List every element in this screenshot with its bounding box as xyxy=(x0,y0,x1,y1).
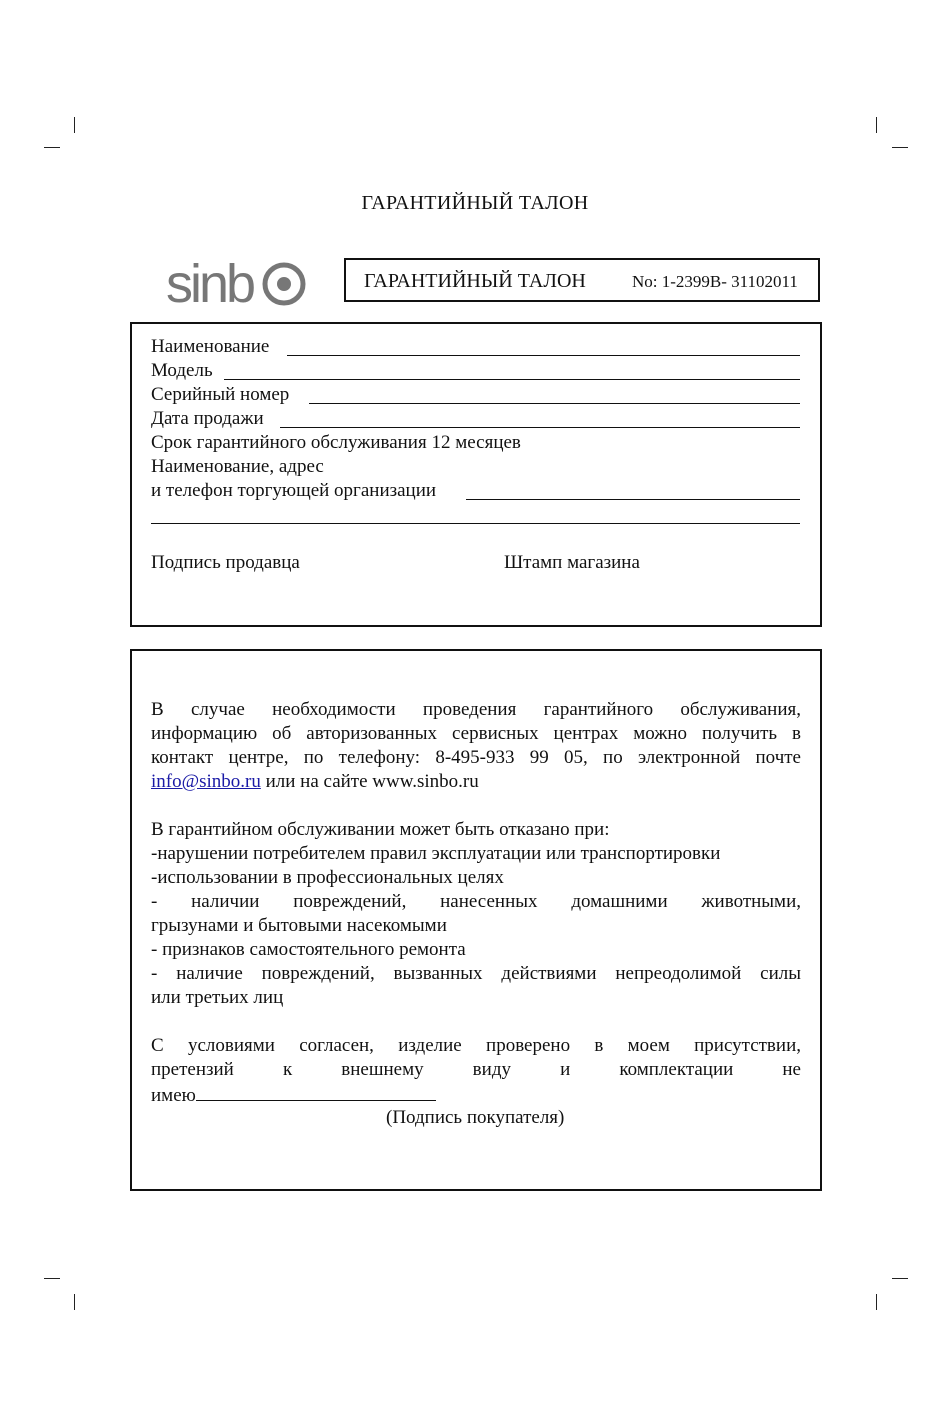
refusal-item: грызунами и бытовыми насекомыми xyxy=(151,915,447,936)
store-field-line[interactable] xyxy=(466,499,800,500)
sale-date-field-line[interactable] xyxy=(280,427,800,428)
name-field-line[interactable] xyxy=(287,355,800,356)
header-title: ГАРАНТИЙНЫЙ ТАЛОН xyxy=(364,270,586,292)
warranty-period: Срок гарантийного обслуживания 12 месяцев xyxy=(151,432,521,453)
serial-field-line[interactable] xyxy=(309,403,800,404)
store-label-cont: и телефон торгующей организации xyxy=(151,480,437,501)
agreement-line: претензий к внешнему виду и комплектации не xyxy=(151,1059,801,1080)
svg-text:sinb: sinb xyxy=(166,254,254,312)
crop-mark xyxy=(892,147,908,148)
warranty-number: No: 1-2399B- 31102011 xyxy=(632,272,798,291)
refusal-item: - наличие повреждений, вызванных действиями непреодолимой силы xyxy=(151,963,801,984)
refusal-item: или третьих лиц xyxy=(151,987,284,1008)
agreement-line: С условиями согласен, изделие проверено в моем присутствии, xyxy=(151,1035,801,1056)
store-stamp-label: Штамп магазина xyxy=(504,552,640,573)
agreement-paragraph xyxy=(151,1034,801,1108)
crop-mark xyxy=(44,1278,60,1279)
refusal-paragraph xyxy=(151,818,801,1010)
crop-mark xyxy=(876,1294,877,1310)
model-label: Модель xyxy=(151,360,213,381)
crop-mark xyxy=(892,1278,908,1279)
warranty-header-box xyxy=(344,258,820,302)
refusal-item: -нарушении потребителем правил эксплуатации или транспортировки xyxy=(151,843,721,864)
serial-label: Серийный номер xyxy=(151,384,290,405)
buyer-signature-line[interactable] xyxy=(196,1082,436,1101)
contact-line: В случае необходимости проведения гарантийного обслуживания, xyxy=(151,699,801,720)
agreement-last: имею xyxy=(151,1085,196,1106)
store-label: Наименование, адрес xyxy=(151,456,324,477)
refusal-heading: В гарантийном обслуживании может быть отказано при: xyxy=(151,819,610,840)
contact-line: контакт центре, по телефону: 8-495-933 99 05, по электронной почте xyxy=(151,747,801,768)
refusal-item: -использовании в профессиональных целях xyxy=(151,867,504,888)
crop-mark xyxy=(44,147,60,148)
refusal-item: - наличии повреждений, нанесенных домашними животными, xyxy=(151,891,801,912)
refusal-item: - признаков самостоятельного ремонта xyxy=(151,939,466,960)
contact-line: информацию об авторизованных сервисных центрах можно получить в xyxy=(151,723,801,744)
crop-mark xyxy=(876,117,877,133)
model-field-line[interactable] xyxy=(224,379,800,380)
page-title: ГАРАНТИЙНЫЙ ТАЛОН xyxy=(361,192,589,214)
buyer-signature-label: (Подпись покупателя) xyxy=(386,1107,565,1128)
website-text: или на сайте www.sinbo.ru xyxy=(260,771,479,792)
crop-mark xyxy=(74,1294,75,1310)
crop-mark xyxy=(74,117,75,133)
sale-date-label: Дата продажи xyxy=(151,408,264,429)
contact-paragraph xyxy=(151,698,801,794)
email-link[interactable]: info@sinbo.ru xyxy=(151,771,261,792)
seller-signature-label: Подпись продавца xyxy=(151,552,300,573)
name-label: Наименование xyxy=(151,336,270,357)
sinbo-logo xyxy=(166,252,311,312)
store-field-line-2[interactable] xyxy=(151,523,800,524)
